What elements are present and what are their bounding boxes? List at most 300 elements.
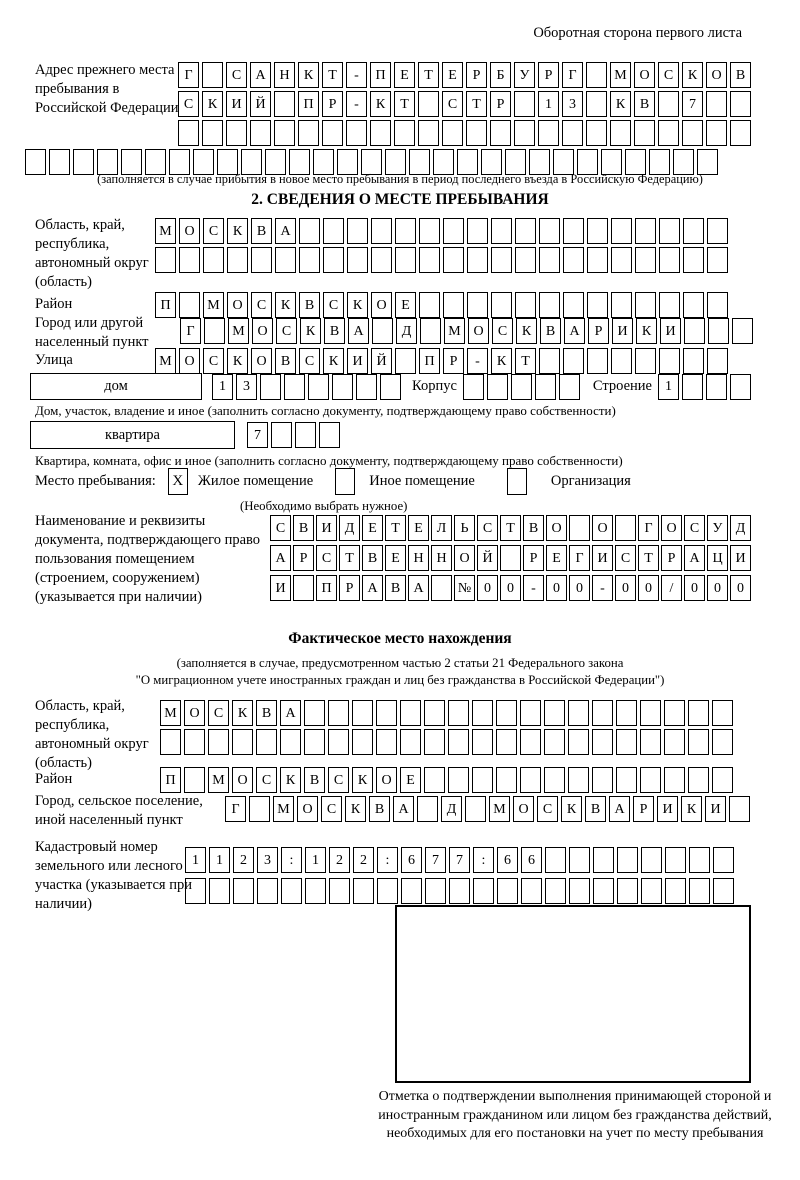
form-cell: О bbox=[227, 292, 248, 318]
form-cell: Т bbox=[339, 545, 360, 571]
form-cell: В bbox=[304, 767, 325, 793]
checkbox-other-premises bbox=[335, 468, 355, 495]
district-row bbox=[155, 292, 728, 318]
stay-type-row bbox=[35, 468, 631, 495]
form-cell bbox=[707, 218, 728, 244]
checkbox-organization bbox=[507, 468, 527, 495]
form-cell: Р bbox=[443, 348, 464, 374]
actual-region-row bbox=[160, 700, 733, 726]
form-cell bbox=[611, 292, 632, 318]
form-cell bbox=[347, 218, 368, 244]
form-cell: И bbox=[705, 796, 726, 822]
form-cell: 6 bbox=[521, 847, 542, 873]
form-cell bbox=[353, 878, 374, 904]
actual-region-grid bbox=[160, 700, 733, 755]
form-cell bbox=[515, 247, 536, 273]
form-cell: С bbox=[251, 292, 272, 318]
form-cell: И bbox=[316, 515, 337, 541]
form-cell bbox=[732, 318, 753, 344]
form-cell bbox=[356, 374, 377, 400]
option-residential-label: Жилое помещение bbox=[197, 473, 314, 489]
form-cell bbox=[683, 348, 704, 374]
form-cell bbox=[496, 729, 517, 755]
form-cell: Г bbox=[562, 62, 583, 88]
form-cell: О bbox=[513, 796, 534, 822]
form-cell bbox=[232, 729, 253, 755]
form-cell bbox=[332, 374, 353, 400]
form-cell: К bbox=[347, 292, 368, 318]
form-cell bbox=[442, 120, 463, 146]
apartment-number-cells bbox=[247, 422, 340, 448]
form-cell: К bbox=[202, 91, 223, 117]
option-organization-label: Организация bbox=[550, 473, 631, 489]
form-cell: А bbox=[609, 796, 630, 822]
form-cell: И bbox=[347, 348, 368, 374]
form-cell: С bbox=[658, 62, 679, 88]
form-cell bbox=[467, 247, 488, 273]
form-cell: О bbox=[592, 515, 613, 541]
form-cell bbox=[707, 348, 728, 374]
form-cell: К bbox=[227, 218, 248, 244]
form-cell bbox=[559, 374, 580, 400]
actual-city-row bbox=[225, 796, 750, 822]
form-cell bbox=[467, 292, 488, 318]
form-cell: П bbox=[316, 575, 337, 601]
form-cell bbox=[299, 247, 320, 273]
form-cell: К bbox=[280, 767, 301, 793]
form-cell bbox=[684, 318, 705, 344]
form-cell: Е bbox=[394, 62, 415, 88]
document-grid bbox=[270, 515, 751, 601]
form-cell: С bbox=[328, 767, 349, 793]
form-cell: С bbox=[477, 515, 498, 541]
form-cell bbox=[425, 878, 446, 904]
form-cell bbox=[514, 91, 535, 117]
form-cell bbox=[615, 515, 636, 541]
form-cell: 7 bbox=[682, 91, 703, 117]
prev-address-note: (заполняется в случае прибытия в новое место пребывания в период последнего въезда в Российскую Федерацию) bbox=[97, 172, 703, 186]
form-cell bbox=[707, 247, 728, 273]
form-cell: А bbox=[348, 318, 369, 344]
form-cell bbox=[417, 796, 438, 822]
form-cell: Е bbox=[408, 515, 429, 541]
form-cell bbox=[274, 120, 295, 146]
form-cell bbox=[371, 218, 392, 244]
form-cell: К bbox=[681, 796, 702, 822]
form-cell bbox=[443, 247, 464, 273]
form-cell bbox=[304, 700, 325, 726]
form-cell: Д bbox=[730, 515, 751, 541]
form-cell bbox=[395, 348, 416, 374]
document-row bbox=[270, 545, 751, 571]
form-cell bbox=[227, 247, 248, 273]
form-cell: Р bbox=[322, 91, 343, 117]
form-cell: В bbox=[362, 545, 383, 571]
form-cell bbox=[520, 700, 541, 726]
form-cell bbox=[592, 700, 613, 726]
form-cell: А bbox=[564, 318, 585, 344]
corner-note: Оборотная сторона первого листа bbox=[533, 25, 742, 41]
form-cell bbox=[395, 247, 416, 273]
form-cell bbox=[448, 729, 469, 755]
form-cell: В bbox=[324, 318, 345, 344]
form-cell bbox=[204, 318, 225, 344]
house-number-cells bbox=[212, 374, 401, 400]
form-cell: Е bbox=[546, 545, 567, 571]
form-cell bbox=[706, 91, 727, 117]
form-cell bbox=[520, 729, 541, 755]
form-cell bbox=[179, 247, 200, 273]
form-cell bbox=[712, 767, 733, 793]
form-cell bbox=[611, 348, 632, 374]
form-cell bbox=[592, 729, 613, 755]
form-cell: 7 bbox=[247, 422, 268, 448]
form-cell bbox=[394, 120, 415, 146]
form-cell: О bbox=[468, 318, 489, 344]
form-cell: Т bbox=[418, 62, 439, 88]
form-cell bbox=[431, 575, 452, 601]
form-cell bbox=[472, 767, 493, 793]
form-cell bbox=[465, 796, 486, 822]
form-cell: С bbox=[492, 318, 513, 344]
form-cell bbox=[209, 878, 230, 904]
form-cell bbox=[443, 292, 464, 318]
form-cell: Р bbox=[588, 318, 609, 344]
form-cell bbox=[545, 878, 566, 904]
form-cell bbox=[328, 729, 349, 755]
form-cell bbox=[473, 878, 494, 904]
form-cell bbox=[730, 91, 751, 117]
form-cell bbox=[418, 91, 439, 117]
form-cell bbox=[256, 729, 277, 755]
form-cell: О bbox=[661, 515, 682, 541]
form-cell bbox=[568, 729, 589, 755]
form-cell bbox=[664, 700, 685, 726]
form-cell: Р bbox=[490, 91, 511, 117]
form-cell bbox=[395, 218, 416, 244]
form-cell: Т bbox=[322, 62, 343, 88]
form-cell bbox=[376, 700, 397, 726]
form-cell: О bbox=[706, 62, 727, 88]
form-cell bbox=[208, 729, 229, 755]
form-cell bbox=[683, 292, 704, 318]
form-cell: М bbox=[610, 62, 631, 88]
form-cell: К bbox=[298, 62, 319, 88]
form-cell bbox=[280, 729, 301, 755]
form-cell: Н bbox=[408, 545, 429, 571]
form-cell: 2 bbox=[233, 847, 254, 873]
prev-address-grid bbox=[178, 62, 751, 146]
form-cell: 6 bbox=[497, 847, 518, 873]
form-cell bbox=[500, 545, 521, 571]
form-cell bbox=[295, 422, 316, 448]
form-cell bbox=[346, 120, 367, 146]
form-cell bbox=[401, 878, 422, 904]
actual-district-label: Район bbox=[35, 771, 73, 787]
region-row bbox=[155, 218, 728, 244]
form-cell bbox=[424, 700, 445, 726]
form-cell bbox=[592, 767, 613, 793]
form-cell: С bbox=[203, 218, 224, 244]
form-cell: Е bbox=[362, 515, 383, 541]
form-cell bbox=[323, 218, 344, 244]
house-note: Дом, участок, владение и иное (заполнить согласно документу, подтверждающему право собственности) bbox=[35, 403, 616, 418]
form-cell: О bbox=[371, 292, 392, 318]
form-cell bbox=[659, 218, 680, 244]
form-cell: : bbox=[377, 847, 398, 873]
form-cell bbox=[689, 878, 710, 904]
form-cell: Т bbox=[515, 348, 536, 374]
form-cell bbox=[305, 878, 326, 904]
form-cell: С bbox=[323, 292, 344, 318]
form-cell: И bbox=[660, 318, 681, 344]
city-label: Город или другой населенный пункт bbox=[35, 315, 149, 350]
form-cell: С bbox=[321, 796, 342, 822]
prev-address-row bbox=[178, 120, 751, 146]
form-cell: 0 bbox=[730, 575, 751, 601]
form-cell: 0 bbox=[684, 575, 705, 601]
form-cell: О bbox=[179, 348, 200, 374]
form-cell bbox=[563, 247, 584, 273]
form-cell: Т bbox=[466, 91, 487, 117]
form-cell: 7 bbox=[425, 847, 446, 873]
form-cell: А bbox=[280, 700, 301, 726]
form-cell bbox=[419, 218, 440, 244]
form-cell bbox=[730, 120, 751, 146]
form-cell bbox=[569, 878, 590, 904]
apartment-note: Квартира, комната, офис и иное (заполнить согласно документу, подтверждающему право собственности) bbox=[35, 453, 623, 468]
form-cell: К bbox=[345, 796, 366, 822]
form-cell bbox=[496, 767, 517, 793]
checkbox-residential: X bbox=[168, 468, 188, 495]
form-cell bbox=[658, 91, 679, 117]
form-cell bbox=[712, 700, 733, 726]
form-cell bbox=[185, 878, 206, 904]
document-row bbox=[270, 515, 751, 541]
form-cell: : bbox=[281, 847, 302, 873]
form-cell bbox=[376, 729, 397, 755]
form-cell bbox=[226, 120, 247, 146]
form-cell bbox=[322, 120, 343, 146]
form-cell bbox=[184, 729, 205, 755]
form-cell bbox=[664, 767, 685, 793]
form-cell: В bbox=[523, 515, 544, 541]
form-cell bbox=[634, 120, 655, 146]
form-cell: Г bbox=[178, 62, 199, 88]
form-cell: М bbox=[273, 796, 294, 822]
form-cell bbox=[593, 878, 614, 904]
confirmation-stamp-box bbox=[395, 905, 751, 1083]
form-cell: О bbox=[184, 700, 205, 726]
form-cell: А bbox=[270, 545, 291, 571]
form-cell bbox=[160, 729, 181, 755]
form-cell: И bbox=[657, 796, 678, 822]
form-cell: 2 bbox=[353, 847, 374, 873]
form-cell bbox=[251, 247, 272, 273]
form-cell bbox=[275, 247, 296, 273]
form-cell bbox=[658, 120, 679, 146]
form-cell bbox=[328, 700, 349, 726]
city-row bbox=[180, 318, 753, 344]
form-cell bbox=[665, 878, 686, 904]
form-cell bbox=[515, 218, 536, 244]
form-cell bbox=[562, 120, 583, 146]
form-cell: В bbox=[369, 796, 390, 822]
form-cell bbox=[298, 120, 319, 146]
form-cell bbox=[665, 847, 686, 873]
form-cell bbox=[203, 247, 224, 273]
form-cell: Т bbox=[500, 515, 521, 541]
form-cell bbox=[539, 247, 560, 273]
actual-region-label: Область, край, республика, автономный округ (область) bbox=[35, 698, 149, 771]
form-cell bbox=[352, 729, 373, 755]
form-cell: С bbox=[615, 545, 636, 571]
form-cell: А bbox=[250, 62, 271, 88]
form-cell: 3 bbox=[236, 374, 257, 400]
form-cell: П bbox=[370, 62, 391, 88]
form-cell bbox=[491, 292, 512, 318]
actual-location-note-2: "О миграционном учете иностранных граждан и лиц без гражданства в Российской Федерации") bbox=[135, 673, 665, 687]
form-cell: 1 bbox=[658, 374, 679, 400]
form-cell bbox=[563, 348, 584, 374]
form-cell: 0 bbox=[477, 575, 498, 601]
form-cell bbox=[640, 767, 661, 793]
form-cell bbox=[616, 767, 637, 793]
cadastral-row bbox=[185, 847, 734, 873]
form-cell bbox=[371, 247, 392, 273]
form-cell bbox=[708, 318, 729, 344]
form-cell bbox=[352, 700, 373, 726]
form-cell: В bbox=[730, 62, 751, 88]
form-cell: И bbox=[730, 545, 751, 571]
form-cell: П bbox=[160, 767, 181, 793]
form-cell bbox=[635, 292, 656, 318]
form-cell: 7 bbox=[449, 847, 470, 873]
form-cell bbox=[593, 847, 614, 873]
form-cell bbox=[250, 120, 271, 146]
form-cell bbox=[496, 700, 517, 726]
form-cell: : bbox=[473, 847, 494, 873]
form-cell bbox=[611, 218, 632, 244]
form-cell bbox=[713, 847, 734, 873]
form-cell bbox=[586, 62, 607, 88]
form-cell: С bbox=[226, 62, 247, 88]
form-cell: - bbox=[346, 91, 367, 117]
form-cell: Е bbox=[385, 545, 406, 571]
form-cell bbox=[308, 374, 329, 400]
form-cell bbox=[202, 120, 223, 146]
form-cell: Г bbox=[569, 545, 590, 571]
form-cell: 1 bbox=[209, 847, 230, 873]
form-cell: В bbox=[634, 91, 655, 117]
form-cell bbox=[347, 247, 368, 273]
form-cell bbox=[490, 120, 511, 146]
form-cell bbox=[568, 767, 589, 793]
form-cell: С bbox=[537, 796, 558, 822]
form-cell: О bbox=[179, 218, 200, 244]
form-cell bbox=[586, 120, 607, 146]
form-cell bbox=[249, 796, 270, 822]
form-cell bbox=[683, 247, 704, 273]
form-cell: 6 bbox=[401, 847, 422, 873]
form-cell: 1 bbox=[212, 374, 233, 400]
form-cell: В bbox=[256, 700, 277, 726]
form-cell bbox=[472, 700, 493, 726]
form-cell bbox=[729, 796, 750, 822]
form-cell bbox=[611, 247, 632, 273]
form-cell: О bbox=[297, 796, 318, 822]
form-cell bbox=[424, 767, 445, 793]
document-row bbox=[270, 575, 751, 601]
form-cell: С bbox=[203, 348, 224, 374]
form-cell: И bbox=[226, 91, 247, 117]
form-cell: О bbox=[546, 515, 567, 541]
form-cell: С bbox=[684, 515, 705, 541]
form-cell bbox=[463, 374, 484, 400]
form-cell bbox=[323, 247, 344, 273]
form-cell: А bbox=[684, 545, 705, 571]
form-cell bbox=[641, 847, 662, 873]
form-cell bbox=[713, 878, 734, 904]
form-cell: К bbox=[516, 318, 537, 344]
form-cell: М bbox=[155, 348, 176, 374]
form-cell: - bbox=[467, 348, 488, 374]
form-cell: У bbox=[707, 515, 728, 541]
form-cell bbox=[587, 247, 608, 273]
form-cell: В bbox=[299, 292, 320, 318]
form-cell: С bbox=[178, 91, 199, 117]
form-cell bbox=[424, 729, 445, 755]
form-cell: К bbox=[682, 62, 703, 88]
form-cell: А bbox=[408, 575, 429, 601]
form-cell: Р bbox=[523, 545, 544, 571]
actual-location-title: Фактическое место нахождения bbox=[288, 630, 512, 647]
form-cell bbox=[370, 120, 391, 146]
form-cell: Е bbox=[400, 767, 421, 793]
cadastral-grid bbox=[185, 847, 734, 904]
form-cell: Т bbox=[394, 91, 415, 117]
form-cell bbox=[520, 767, 541, 793]
form-cell bbox=[682, 120, 703, 146]
region-grid bbox=[155, 218, 728, 273]
district-label: Район bbox=[35, 296, 73, 312]
form-cell bbox=[178, 120, 199, 146]
form-cell bbox=[271, 422, 292, 448]
form-cell bbox=[184, 767, 205, 793]
form-cell bbox=[610, 120, 631, 146]
form-cell: В bbox=[540, 318, 561, 344]
form-cell: В bbox=[293, 515, 314, 541]
form-cell bbox=[467, 218, 488, 244]
form-cell: М bbox=[228, 318, 249, 344]
form-cell bbox=[377, 878, 398, 904]
form-cell bbox=[497, 878, 518, 904]
form-cell bbox=[659, 247, 680, 273]
form-cell: Д bbox=[396, 318, 417, 344]
form-cell bbox=[538, 120, 559, 146]
form-cell: С bbox=[442, 91, 463, 117]
form-cell bbox=[617, 847, 638, 873]
form-cell bbox=[448, 700, 469, 726]
cadastral-row bbox=[185, 878, 734, 904]
form-cell: В bbox=[585, 796, 606, 822]
form-cell: С bbox=[299, 348, 320, 374]
form-cell: В bbox=[385, 575, 406, 601]
form-cell bbox=[730, 374, 751, 400]
option-other-premises-label: Иное помещение bbox=[369, 473, 475, 489]
form-cell: Т bbox=[638, 545, 659, 571]
form-cell: К bbox=[352, 767, 373, 793]
